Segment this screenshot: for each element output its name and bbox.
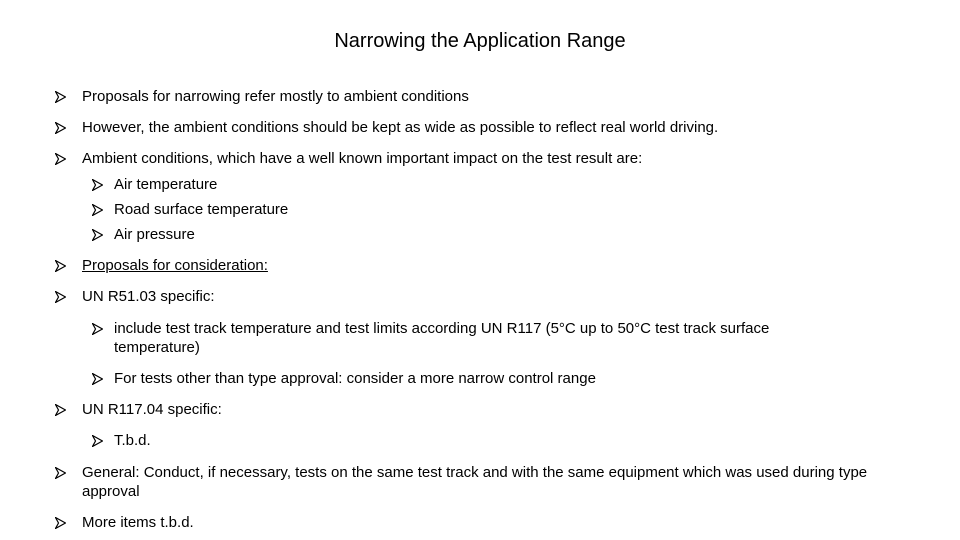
bullet-item — [55, 87, 469, 106]
bullet-item — [55, 400, 222, 419]
arrowhead-bullet-icon — [55, 287, 67, 306]
slide-title: Narrowing the Application Range — [334, 30, 626, 52]
sub-bullet-text: Road surface temperature — [114, 201, 289, 218]
arrowhead-bullet-icon — [92, 225, 104, 244]
arrowhead-bullet-icon — [92, 369, 104, 388]
bullet-text: Ambient conditions, which have a well known important impact on the test result are: — [82, 150, 643, 167]
sub-bullet-text: For tests other than type approval: consider a more narrow control range — [114, 370, 596, 387]
arrowhead-bullet-icon — [55, 463, 67, 482]
arrowhead-bullet-icon — [55, 256, 67, 275]
arrowhead-bullet-icon — [55, 87, 67, 106]
bullet-text: General: Conduct, if necessary, tests on the same test track and with the same equipment which was used during type approval — [82, 464, 868, 500]
bullet-item — [55, 256, 268, 275]
sub-bullet-text: T.b.d. — [114, 432, 151, 449]
bullet-text: UN R117.04 specific: — [82, 401, 222, 418]
arrowhead-bullet-icon — [92, 431, 104, 450]
bullet-item — [55, 463, 895, 501]
sub-bullet-item — [92, 225, 195, 244]
sub-bullet-text: Air pressure — [114, 226, 195, 243]
bullet-text: UN R51.03 specific: — [82, 288, 215, 305]
bullet-item — [55, 513, 194, 532]
bullet-item — [55, 118, 718, 137]
bullet-text: However, the ambient conditions should be kept as wide as possible to reflect real world driving. — [82, 119, 719, 136]
arrowhead-bullet-icon — [92, 175, 104, 194]
sub-bullet-item — [92, 431, 151, 450]
bullet-text: More items t.b.d. — [82, 514, 194, 531]
arrowhead-bullet-icon — [55, 400, 67, 419]
arrowhead-bullet-icon — [92, 200, 104, 219]
arrowhead-bullet-icon — [55, 118, 67, 137]
sub-bullet-item — [92, 319, 822, 357]
arrowhead-bullet-icon — [55, 149, 67, 168]
sub-bullet-text: include test track temperature and test limits according UN R117 (5°C up to 50°C test track surface temperature) — [114, 320, 770, 356]
sub-bullet-text: Air temperature — [114, 176, 218, 193]
bullet-item — [55, 149, 642, 168]
bullet-text: Proposals for narrowing refer mostly to ambient conditions — [82, 88, 469, 105]
arrowhead-bullet-icon — [55, 513, 67, 532]
bullet-item — [55, 287, 215, 306]
sub-bullet-item — [92, 175, 217, 194]
arrowhead-bullet-icon — [92, 319, 104, 338]
sub-bullet-item — [92, 200, 288, 219]
section-heading-text: Proposals for consideration: — [82, 257, 268, 274]
sub-bullet-item — [92, 369, 596, 388]
